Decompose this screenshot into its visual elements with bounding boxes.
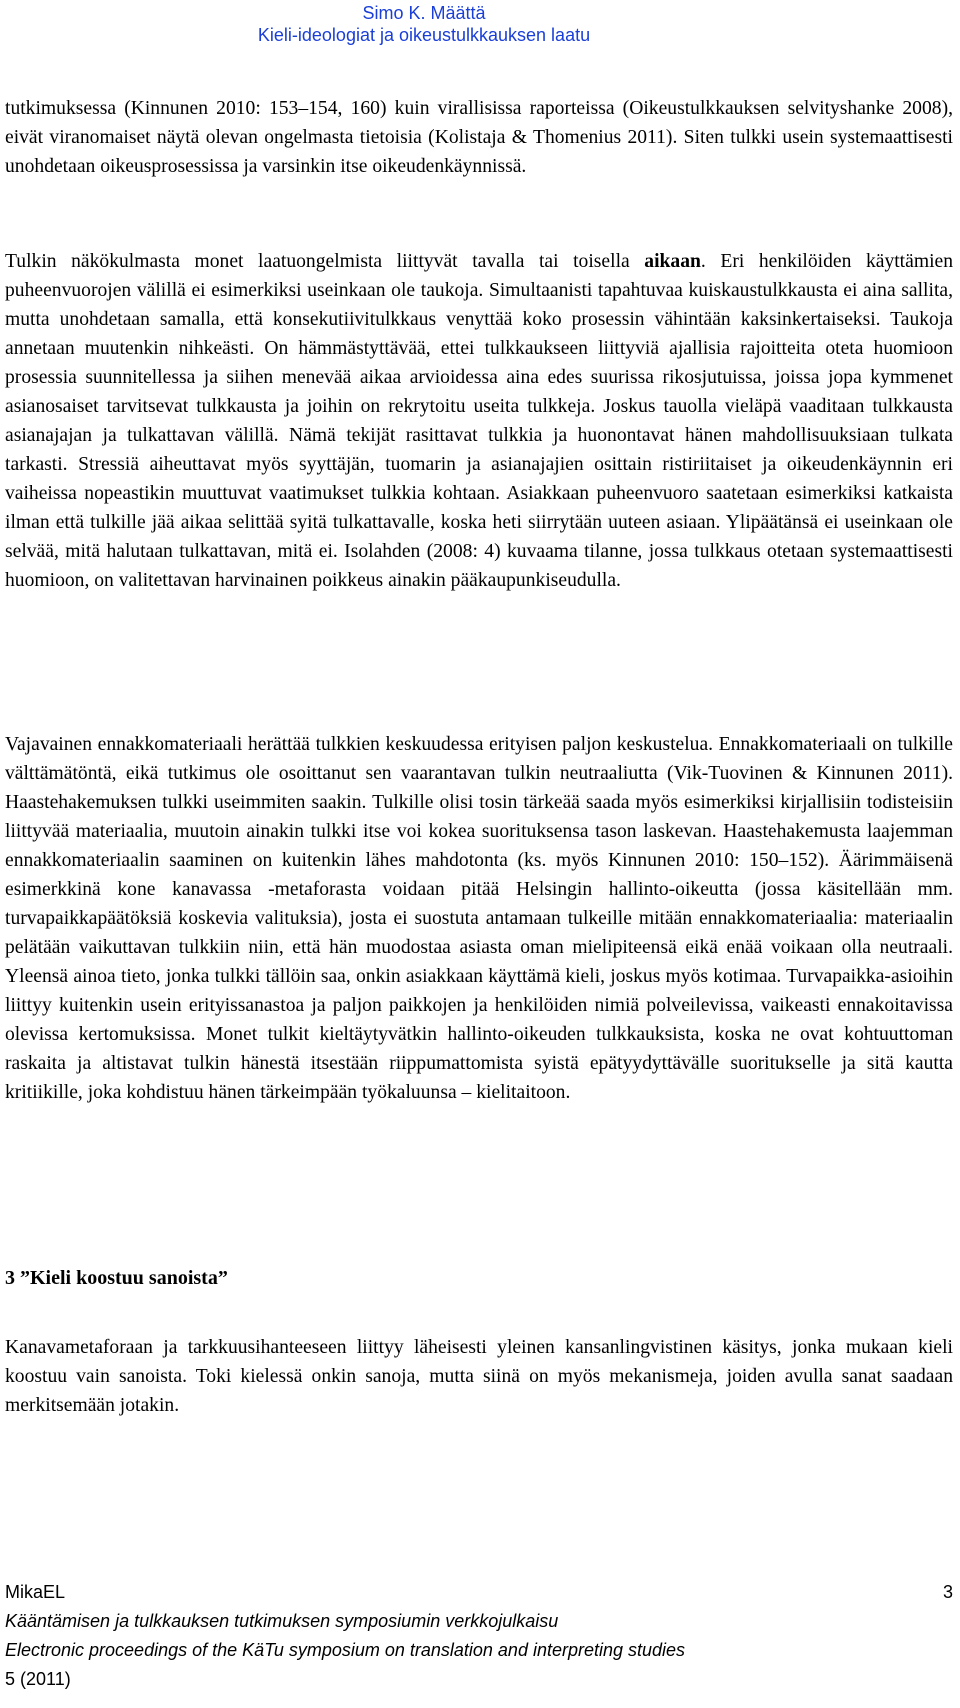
paragraph-3-text: Vajavainen ennakkomateriaali herättää tulkkien keskuudessa erityisen paljon keskustelua. Ennakkomateriaali on tulkille välttämätöntä, eikä tutkimus ole osoittanut sen vaarantavan tulkin neutraaliutta (Vik-Tuovinen & Kinnunen 2011). Haastehakemuksen tulkki useimmiten saakin. Tulkille olisi tosin tärkeää saada myös esimerkiksi kirjallisiin todisteisiin liittyvää materiaalia, muutoin ainakin tulkki itse voi kokea suorituksensa tason laskevan. Haastehakemusta laajemman ennakkomateriaalin saaminen on kuitenkin lähes mahdotonta (ks. myös Kinnunen 2010: 150–152). Äärimmäisenä esimerkkinä kone kanavassa -metaforasta voidaan pitää Helsingin hallinto-oikeutta (jossa käsitellään mm. turvapaikkapäätöksiä koskevia valituksia), josta ei suostuta antamaan tulkeille mitään ennakkomateriaalia: materiaalin pelätään vaikuttavan tulkkiin niin, että hän muodostaa asiasta oman mielipiteensä eikä enää voikaan olla neutraali. Yleensä ainoa tieto, jonka tulkki tällöin saa, onkin asiakkaan käyttämä kieli, joskus myös kotimaa. Turvapaikka-asioihin liittyy kuitenkin usein erityissanastoa ja paljon paikkojen ja henkilöiden nimiä polveilevissa, vaikeasti ennakoitavissa olevissa kertomuksissa. Monet tulkit kieltäytyvätkin hallinto-oikeuden tulkkauksista, koska ne ovat kohtuuttoman raskaita ja altistavat tulkin hänestä itsestään riippumattomista syistä epätyydyttävälle suoritukselle ja sitä kautta kritiikille, joka kohdistuu hänen tärkeimpään työkaluunsa – kielitaitoon. — [5, 734, 953, 1103]
footer-line-3-text: 5 (2011) — [5, 1669, 71, 1689]
paragraph-1 — [5, 94, 953, 181]
footer-line-2-text: Electronic proceedings of the KäTu symposium on translation and interpreting studies — [5, 1640, 686, 1660]
paragraph-2 — [5, 247, 953, 595]
footer-journal: MikaEL — [5, 1582, 66, 1602]
paragraph-2-start: Tulkin näkökulmasta monet laatuongelmista liittyvät tavalla tai toisella — [5, 251, 645, 272]
footer-line-1 — [5, 1607, 953, 1636]
running-header — [224, 2, 624, 46]
footer-line-2 — [5, 1636, 953, 1665]
header-author: Simo K. Määttä — [362, 3, 486, 23]
paragraph-4 — [5, 1333, 953, 1420]
footer-top-row — [5, 1578, 953, 1607]
paragraph-2-text — [5, 247, 953, 595]
header-title: Kieli-ideologiat ja oikeustulkkauksen laatu — [257, 25, 591, 45]
paragraph-3 — [5, 730, 953, 1107]
paragraph-4-text: Kanavametaforaan ja tarkkuusihanteeseen liittyy läheisesti yleinen kansanlingvistinen käsitys, jonka mukaan kieli koostuu vain sanoista. Toki kielessä onkin sanoja, mutta siinä on myös mekanismeja, joiden avulla sanat saadaan merkitsemään jotakin. — [5, 1337, 953, 1416]
footer-line-1-text: Kääntämisen ja tulkkauksen tutkimuksen symposiumin verkkojulkaisu — [5, 1611, 559, 1631]
page-number: 3 — [942, 1582, 953, 1602]
paragraph-1-text: tutkimuksessa (Kinnunen 2010: 153–154, 160) kuin virallisissa raporteissa (Oikeustulkkauksen selvityshanke 2008), eivät viranomaiset näytä olevan ongelmasta tietoisia (Kolistaja & Thomenius 2011). Siten tulkki usein systemaattisesti unohdetaan oikeusprosessissa ja varsinkin itse oikeudenkäynnissä. — [5, 98, 953, 177]
emphasis-aikaan: aikaan — [644, 251, 701, 272]
footer-line-3 — [5, 1665, 953, 1694]
section-heading: 3 ”Kieli koostuu sanoista” — [5, 1267, 228, 1289]
page-footer — [5, 1578, 953, 1694]
paragraph-2-rest: . Eri henkilöiden käyttämien puheenvuorojen välillä ei esimerkiksi useinkaan ole taukoja. Simultaanisti tapahtuvaa kuiskaustulkkausta ei aina sallita, mutta unohdetaan samalla, että konsekutiivitulkkaus venyttää koko prosessin vähintään kaksinkertaiseksi. Taukoja annetaan muutenkin nihkeästi. On hämmästyttävää, ettei tulkkaukseen liittyviä ajallisia rajoitteita oteta huomioon prosessia suunnitellessa ja siihen menevää aikaa arvioidessa aina edes suurissa rikosjutuissa, joissa jopa kymmenet asianosaiset tarvitsevat tulkkausta ja joihin on rekrytoitu useita tulkkeja. Joskus tauolla vieläpä vaaditaan tulkkausta asianajajan ja tulkattavan välillä. Nämä tekijät rasittavat tulkkia ja huonontavat hänen mahdollisuuksiaan tulkata tarkasti. Stressiä aiheuttavat myös syyttäjän, tuomarin ja asianajajien osittain ristiriitaiset ja oikeudenkäynnin eri vaiheissa nopeastikin muuttuvat vaatimukset tulkkia kohtaan. Asiakkaan puheenvuoro saatetaan esimerkiksi katkaista ilman että tulkille jää aikaa selittää syitä tulkattavalle, koska heti siirrytään uuteen asiaan. Ylipäätänsä ei useinkaan ole selvää, mitä halutaan tulkattavan, mitä ei. Isolahden (2008: 4) kuvaama tilanne, jossa tulkkaus otetaan systemaattisesti huomioon, on valitettavan harvinainen poikkeus ainakin pääkaupunkiseudulla. — [5, 251, 954, 591]
